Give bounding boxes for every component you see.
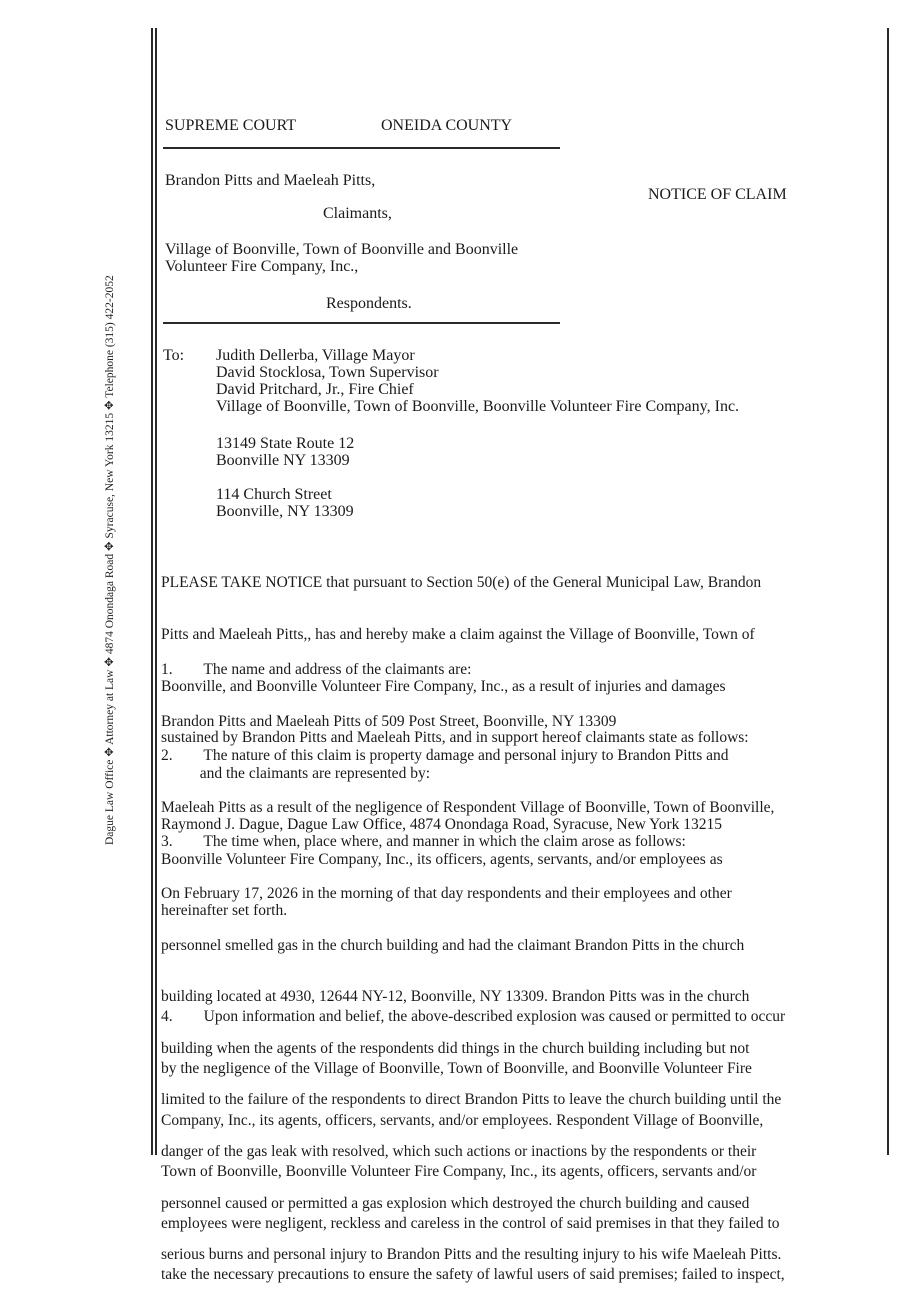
item-3-line: personnel smelled gas in the church building and had the claimant Brandon Pitts in the church (161, 936, 745, 954)
item-3-line: serious burns and personal injury to Brandon Pitts and the resulting injury to his wife Maeleah Pitts. (161, 1246, 782, 1264)
caption-top-rule (163, 147, 560, 149)
intro-line: Boonville, and Boonville Volunteer Fire Company, Inc., as a result of injuries and damages (161, 677, 726, 695)
to-line-4: Village of Boonville, Town of Boonville, Boonville Volunteer Fire Company, Inc. (216, 398, 740, 415)
intro-line: Pitts and Maeleah Pitts,, has and hereby make a claim against the Village of Boonville, Town of (161, 626, 755, 644)
county-name: ONEIDA COUNTY (381, 117, 513, 134)
item-2-line: Boonville Volunteer Fire Company, Inc., its officers, agents, servants, and/or employees as (161, 850, 723, 868)
item-4-line: take the necessary precautions to ensure the safety of lawful users of said premises; failed to inspect, (161, 1266, 785, 1284)
item-3-line: building located at 4930, 12644 NY-12, Boonville, NY 13309. Brandon Pitts was in the church (161, 988, 750, 1006)
item-1-line: Brandon Pitts and Maeleah Pitts of 509 Post Street, Boonville, NY 13309 (161, 713, 617, 731)
item-3-line: 3. The time when, place where, and manner in which the claim arose as follows: (161, 833, 686, 851)
address-2-line-2: Boonville, NY 13309 (216, 503, 354, 520)
item-2-line: Maeleah Pitts as a result of the negligence of Respondent Village of Boonville, Town of Boonville, (161, 799, 775, 817)
item-3-line: danger of the gas leak with resolved, which such actions or inactions by the respondents or their (161, 1143, 757, 1161)
item-3-line: personnel caused or permitted a gas explosion which destroyed the church building and caused (161, 1194, 750, 1212)
to-line-1: Judith Dellerba, Village Mayor (216, 347, 415, 364)
intro-line: sustained by Brandon Pitts and Maeleah Pitts, and in support hereof claimants state as follows: (161, 729, 749, 747)
address-1-line-1: 13149 State Route 12 (216, 435, 355, 452)
item-4-line: Company, Inc., its agents, officers, servants, and/or employees. Respondent Village of Boonville, (161, 1111, 764, 1129)
item-4-line: 4. Upon information and belief, the above-described explosion was caused or permitted to occur (161, 1008, 786, 1026)
caption-bottom-rule (163, 322, 560, 324)
respondents-line-1: Village of Boonville, Town of Boonville and Boonville (165, 241, 519, 258)
item-4-line: Town of Boonville, Boonville Volunteer Fire Company, Inc., its agents, officers, servants and/or (161, 1163, 757, 1181)
address-2-line-1: 114 Church Street (216, 486, 332, 503)
left-margin-rule-outer (151, 28, 153, 1155)
item-2-line: hereinafter set forth. (161, 902, 288, 920)
document-title: NOTICE OF CLAIM (648, 186, 787, 203)
address-1-line-2: Boonville NY 13309 (216, 452, 350, 469)
claimants-names: Brandon Pitts and Maeleah Pitts, (165, 172, 376, 189)
item-3-line: On February 17, 2026 in the morning of that day respondents and their employees and other (161, 885, 732, 903)
item-2-line: 2. The nature of this claim is property damage and personal injury to Brandon Pitts and (161, 747, 729, 765)
item-1-line: 1. The name and address of the claimants are: (161, 661, 472, 679)
item-3-line: limited to the failure of the respondents to direct Brandon Pitts to leave the church building until the (161, 1091, 782, 1109)
item-1-line: and the claimants are represented by: (161, 764, 430, 782)
claimants-label: Claimants, (323, 205, 392, 222)
respondents-line-2: Volunteer Fire Company, Inc., (165, 258, 359, 275)
right-margin-rule (887, 28, 889, 1155)
item-1-line: Raymond J. Dague, Dague Law Office, 4874 Onondaga Road, Syracuse, New York 13215 (161, 816, 723, 834)
item-4-line: employees were negligent, reckless and careless in the control of said premises in that they failed to (161, 1214, 780, 1232)
item-3-line: building when the agents of the respondents did things in the church building including but not (161, 1039, 750, 1057)
to-label: To: (163, 347, 185, 364)
item-4-line: by the negligence of the Village of Boonville, Town of Boonville, and Boonville Volunteer Fire (161, 1060, 752, 1078)
respondents-label: Respondents. (326, 295, 412, 312)
to-line-3: David Pritchard, Jr., Fire Chief (216, 381, 414, 398)
sidebar-letterhead: Dague Law Office ✥ Attorney at Law ✥ 4874 Onondaga Road ✥ Syracuse, New York 13215 ✥ Telephone (315) 422-2052 (104, 275, 116, 845)
court-name: SUPREME COURT (165, 117, 297, 134)
intro-line: PLEASE TAKE NOTICE that pursuant to Section 50(e) of the General Municipal Law, Brandon (161, 574, 762, 592)
to-line-2: David Stocklosa, Town Supervisor (216, 364, 439, 381)
item-4-paragraph (161, 974, 785, 1301)
left-margin-rule-inner (155, 28, 157, 1155)
